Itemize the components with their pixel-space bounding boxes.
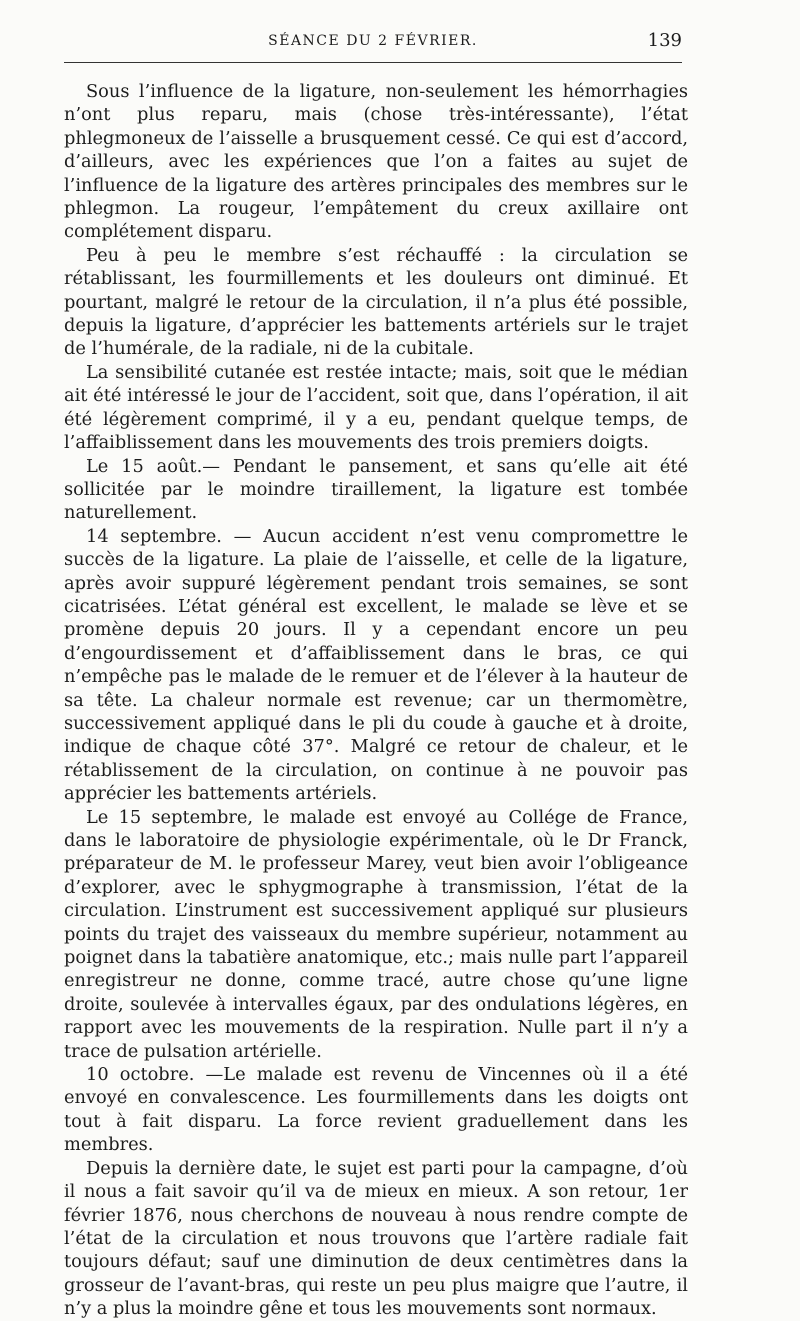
paragraph: Sous l’influence de la ligature, non-seulement les hémorrhagies n’ont plus reparu, mais (chose très-intéressante), l’état phlegmoneux de l’aisselle a brusquement cessé. Ce qui est d’accord, d’ailleurs, avec les expériences que l’on a faites au sujet de l’influence de la ligature des artères principales des membres sur le phlegmon. La rougeur, l’empâtement du creux axillaire ont complétement disparu. xyxy=(64,81,688,243)
header-rule xyxy=(64,62,682,63)
paragraph: Depuis la dernière date, le sujet est parti pour la campagne, d’où il nous a fait savoir qu’il va de mieux en mieux. A son retour, 1er février 1876, nous cherchons de nouveau à nous rendre compte de l’état de la circulation et nous trouvons que l’artère radiale fait toujours défaut; sauf une diminution de deux centimètres dans la grosseur de l’avant-bras, qui reste un peu plus maigre que l’autre, il n’y a plus la moindre gêne et tous les mouvements sont normaux. xyxy=(64,1157,688,1320)
body-text xyxy=(64,80,688,1321)
page-header xyxy=(64,30,682,54)
paragraph: Le 15 août.— Pendant le pansement, et sans qu’elle ait été sollicitée par le moindre tiraillement, la ligature est tombée naturellement. xyxy=(64,455,688,524)
paragraph: Peu à peu le membre s’est réchauffé : la circulation se rétablissant, les fourmillements et les douleurs ont diminué. Et pourtant, malgré le retour de la circulation, il n’a plus été possible, depuis la ligature, d’apprécier les battements artériels sur le trajet de l’humérale, de la radiale, ni de la cubitale. xyxy=(64,244,688,360)
paragraph: 14 septembre. — Aucun accident n’est venu compromettre le succès de la ligature. La plaie de l’aisselle, et celle de la ligature, après avoir suppuré légèrement pendant trois semaines, se sont cicatrisées. L’état général est excellent, le malade se lève et se promène depuis 20 jours. Il y a cependant encore un peu d’engourdissement et d’affaiblissement dans le bras, ce qui n’empêche pas le malade de le remuer et de l’élever à la hauteur de sa tête. La chaleur normale est revenue; car un thermomètre, successivement appliqué dans le pli du coude à gauche et à droite, indique de chaque côté 37°. Malgré ce retour de chaleur, et le rétablissement de la circulation, on continue à ne pouvoir pas apprécier les battements artériels. xyxy=(64,525,688,805)
paragraph: Le 15 septembre, le malade est envoyé au Collége de France, dans le laboratoire de physiologie expérimentale, où le Dr Franck, préparateur de M. le professeur Marey, veut bien avoir l’obligeance d’explorer, avec le sphygmographe à transmission, l’état de la circulation. L’instrument est successivement appliqué sur plusieurs points du trajet des vaisseaux du membre supérieur, notamment au poignet dans la tabatière anatomique, etc.; mais nulle part l’appareil enregistreur ne donne, comme tracé, autre chose qu’une ligne droite, soulevée à intervalles égaux, par des ondulations légères, en rapport avec les mouvements de la respiration. Nulle part il n’y a trace de pulsation artérielle. xyxy=(64,806,688,1062)
page-number: 139 xyxy=(647,30,682,51)
running-title: SÉANCE DU 2 FÉVRIER. xyxy=(268,33,478,49)
paragraph: 10 octobre. —Le malade est revenu de Vincennes où il a été envoyé en convalescence. Les fourmillements dans les doigts ont tout à fait disparu. La force revient graduellement dans les membres. xyxy=(64,1064,688,1156)
paragraph: La sensibilité cutanée est restée intacte; mais, soit que le médian ait été intéressé le jour de l’accident, soit que, dans l’opération, il ait été légèrement comprimé, il y a eu, pendant quelque temps, de l’affaiblissement dans les mouvements des trois premiers doigts. xyxy=(64,361,688,454)
